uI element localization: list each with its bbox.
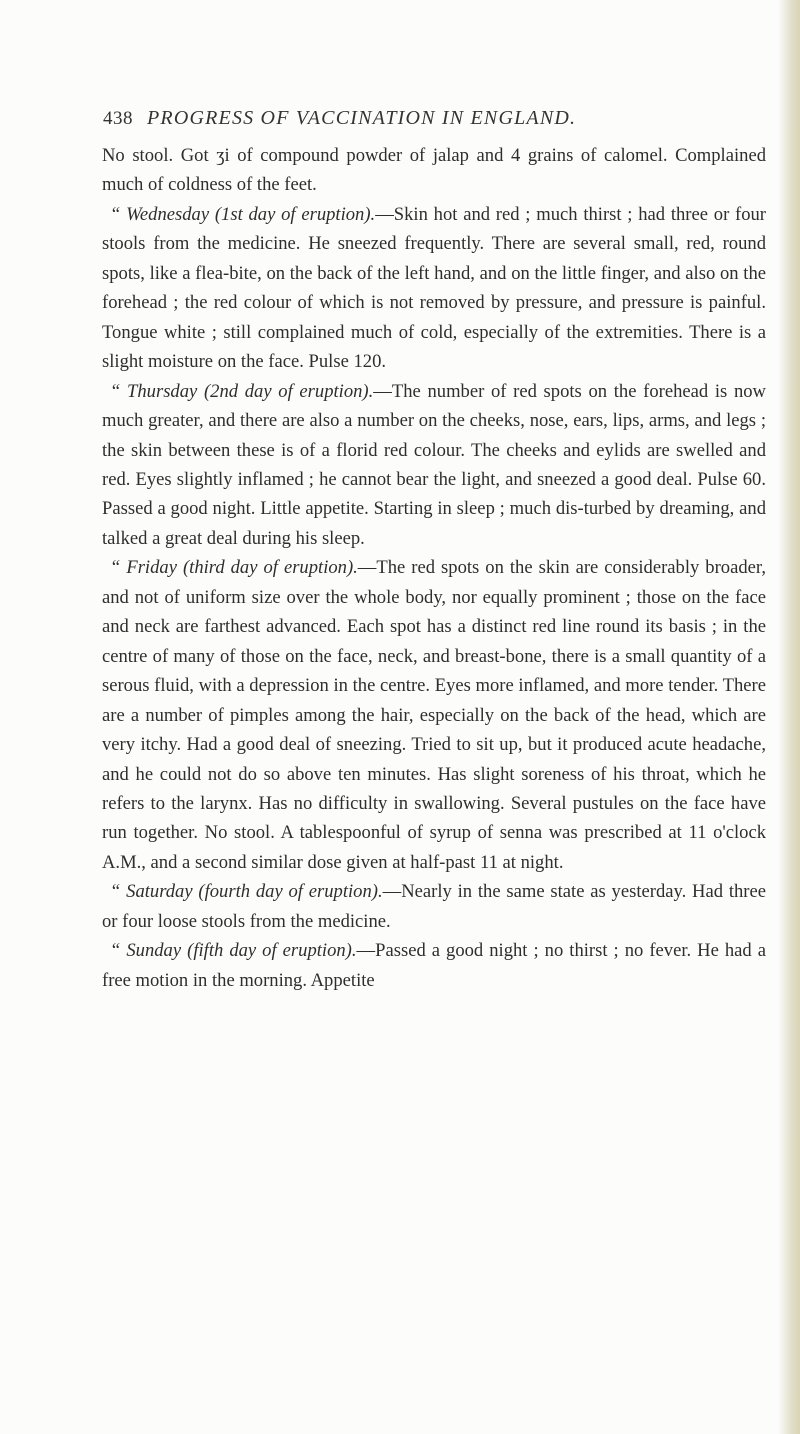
day-qualifier: (fourth day of eruption). xyxy=(198,881,383,903)
day-heading: “ Friday xyxy=(110,557,177,579)
entry-text: —Passed a good night ; no thirst ; no fever. He had a free motion in the morning. Appetite xyxy=(102,940,767,991)
entry-text: —The number of red spots on the forehead is now much greater, and there are also a number on the cheeks, nose, ears, lips, arms, and legs ; the skin between these is of a florid red colour. The cheeks and eylids are swelled and red. Eyes slightly inflamed ; he cannot bear the light, and sneezed a good deal. Pulse 60. Passed a good night. Little appetite. Starting in sleep ; much dis-turbed by dreaming, and talked a great deal during his sleep. xyxy=(102,380,766,549)
entry-text: —Skin hot and red ; much thirst ; had three or four stools from the medicine. He sneezed frequently. There are several small, red, round spots, like a flea-bite, on the back of the left hand, and on the little finger, and also on the forehead ; the red colour of which is not removed by pressure, and pressure is painful. Tongue white ; still complained much of cold, especially of the extremities. There is a slight moisture on the face. Pulse 120. xyxy=(102,203,767,373)
day-heading: “ Saturday xyxy=(110,881,193,903)
day-heading: “ Wednesday xyxy=(110,203,210,225)
entry-thursday xyxy=(102,377,766,554)
day-heading: “ Thursday xyxy=(110,380,198,402)
entry-text: —Nearly in the same state as yesterday. Had three or four loose stools from the medicine. xyxy=(102,881,766,932)
entry-saturday xyxy=(102,877,766,936)
running-title: PROGRESS OF VACCINATION IN ENGLAND. xyxy=(147,107,577,129)
entry-text: —The red spots on the skin are considerably broader, and not of uniform size over the whole body, nor equally prominent ; those on the face and neck are farthest advanced. Each spot has a distinct red line round its basis ; in the centre of many of those on the face, neck, and breast-bone, there is a small quantity of a serous fluid, with a depression in the centre. Eyes more inflamed, and more tender. There are a number of pimples among the hair, especially on the back of the head, which are very itchy. Had a good deal of sneezing. Tried to sit up, but it produced acute headache, and he could not do so above ten minutes. Has slight soreness of his throat, which he refers to the larynx. Has no difficulty in swallowing. Several pustules on the face have run together. No stool. A tablespoonful of syrup of senna was prescribed at 11 o'clock A.M., and a second similar dose given at half-past 11 at night. xyxy=(102,557,766,873)
paragraph-text: No stool. Got ʒi of compound powder of jalap and 4 grains of calomel. Complained much of coldness of the feet. xyxy=(102,145,766,196)
day-qualifier: (fifth day of eruption). xyxy=(187,940,357,962)
page-number: 438 xyxy=(103,108,133,129)
page-edge-shadow xyxy=(778,0,800,1434)
body-text xyxy=(102,141,766,995)
day-qualifier: (1st day of eruption). xyxy=(214,203,376,225)
paragraph-intro xyxy=(102,141,766,200)
running-header xyxy=(103,107,783,137)
day-qualifier: (2nd day of eruption). xyxy=(203,380,374,402)
day-heading: “ Sunday xyxy=(110,940,182,962)
day-qualifier: (third day of eruption). xyxy=(182,557,358,579)
entry-friday xyxy=(102,553,766,877)
entry-wednesday xyxy=(102,200,766,377)
entry-sunday xyxy=(102,936,766,995)
